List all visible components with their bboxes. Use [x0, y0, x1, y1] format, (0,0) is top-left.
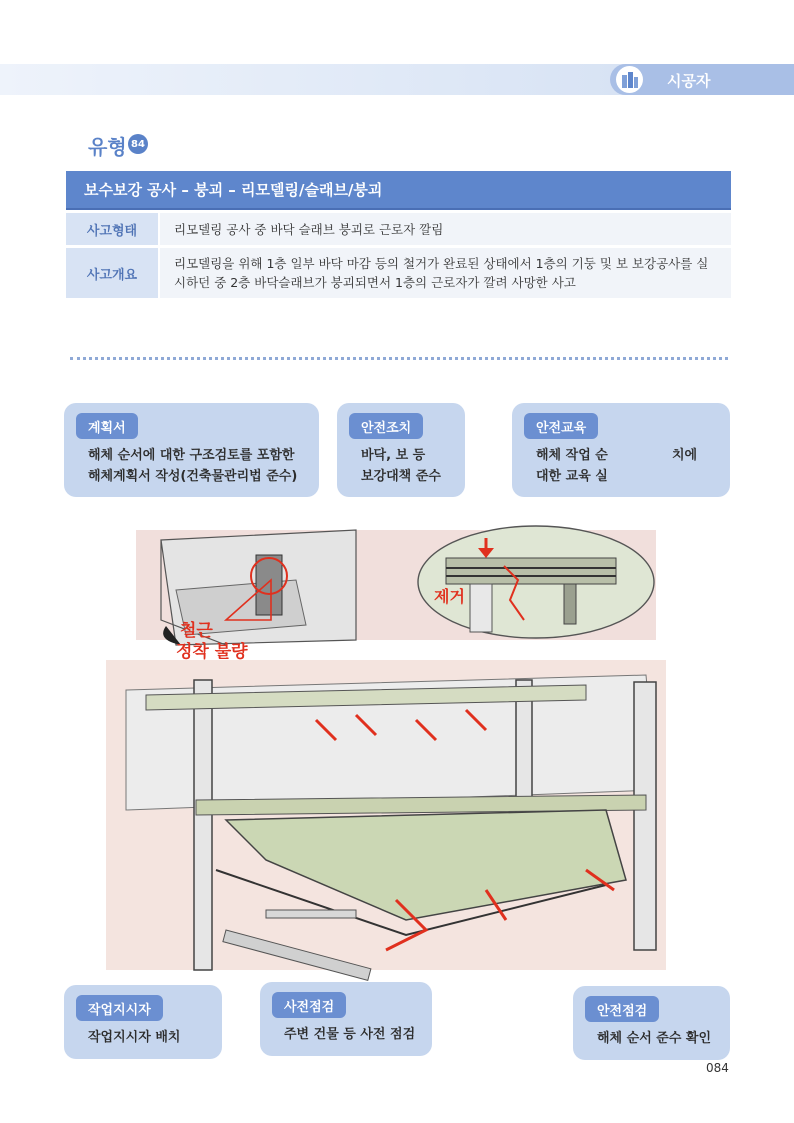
callout-plan-tag: 계획서	[76, 413, 138, 439]
accident-type-row	[66, 213, 731, 245]
callout-plan-line2: 해체계획서 작성(건축물관리법 준수)	[88, 469, 298, 484]
anchor-defect-label: 정착 불량	[176, 642, 248, 662]
callout-pre-check-line1: 주변 건물 등 사전 점검	[284, 1027, 416, 1042]
callout-education-tag: 안전교육	[524, 413, 598, 439]
callout-pre-check	[260, 982, 432, 1056]
callout-safety-check-tag: 안전점검	[585, 996, 659, 1022]
rebar-label: 철근	[180, 621, 213, 641]
accident-type-value: 리모델링 공사 중 바닥 슬래브 붕괴로 근로자 깔림	[160, 213, 731, 245]
callout-safety-measure-line2: 보강대책 준수	[361, 469, 441, 484]
callout-education	[512, 403, 730, 497]
type-label: 유형	[88, 135, 127, 159]
role-label: 시공자	[667, 72, 711, 90]
removal-label: 제거	[434, 587, 465, 606]
callout-supervisor	[64, 985, 222, 1059]
building-icon	[616, 66, 643, 93]
callout-education-line1b: 치에	[672, 448, 698, 463]
accident-summary-value: 리모델링을 위해 1층 일부 바닥 마감 등의 철거가 완료된 상태에서 1층의 기둥 및 보 보강공사를 실시하던 중 2층 바닥슬래브가 붕괴되면서 1층의 근로자가 깔려 사망한 사고	[160, 248, 731, 298]
callout-pre-check-tag: 사전점검	[272, 992, 346, 1018]
callout-safety-check-line1: 해체 순서 준수 확인	[597, 1031, 712, 1046]
callout-education-line1: 해체 작업 순	[536, 448, 608, 463]
accident-summary-label: 사고개요	[66, 248, 158, 298]
type-number-badge: 84	[128, 134, 148, 154]
callout-plan-line1: 해체 순서에 대한 구조검토를 포함한	[88, 448, 295, 463]
callout-supervisor-tag: 작업지시자	[76, 995, 163, 1021]
callout-safety-measure-tag: 안전조치	[349, 413, 423, 439]
callout-plan	[64, 403, 319, 497]
case-title: 보수보강 공사 – 붕괴 – 리모델링/슬래브/붕괴	[66, 171, 731, 210]
callout-safety-measure-line1: 바닥, 보 등	[361, 448, 426, 463]
accident-type-label: 사고형태	[66, 213, 158, 245]
callout-safety-check	[573, 986, 730, 1060]
accident-summary-row	[66, 248, 731, 298]
callout-supervisor-line1: 작업지시자 배치	[88, 1030, 181, 1045]
dotted-divider	[70, 357, 728, 360]
page-number: 084	[706, 1061, 729, 1075]
callout-education-line2: 대한 교육 실	[536, 469, 608, 484]
callout-safety-measure	[337, 403, 465, 497]
detail-sketch-right	[418, 526, 654, 638]
